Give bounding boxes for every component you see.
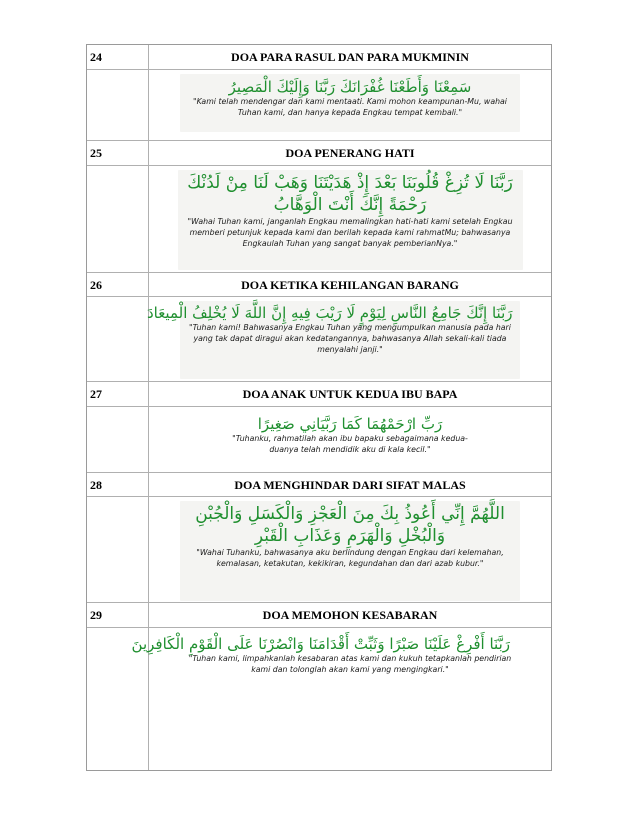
row-title: DOA KETIKA KEHILANGAN BARANG bbox=[241, 278, 459, 292]
arabic-text: رَبَّنَا لَا تُزِغْ قُلُوبَنَا بَعْدَ إِذْ هَدَيْتَنَا وَهَبْ لَنَا مِنْ لَدُنْكَ رَحْمَةً إِنَّكَ أَنْتَ الْوَهَّابُ bbox=[187, 173, 513, 215]
row-title: DOA PENERANG HATI bbox=[285, 146, 415, 160]
table-row-body bbox=[87, 407, 551, 473]
row-title: DOA ANAK UNTUK KEDUA IBU BAPA bbox=[242, 387, 458, 401]
table-row-header bbox=[87, 45, 551, 70]
arabic-text: سَمِعْنَا وَأَطَعْنَا غُفْرَانَكَ رَبَّنَا وَإِلَيْكَ الْمَصِيرُ bbox=[228, 78, 472, 96]
table-row-header bbox=[87, 382, 551, 407]
row-number: 27 bbox=[87, 382, 149, 406]
row-number: 26 bbox=[87, 273, 149, 296]
arabic-text: رَبَّنَا أَفْرِغْ عَلَيْنَا صَبْرًا وَثَبِّتْ أَقْدَامَنَا وَانْصُرْنَا عَلَى الْقَوْمِ الْكَافِرِينَ bbox=[131, 635, 510, 653]
row-number: 24 bbox=[87, 45, 149, 69]
table-row-header bbox=[87, 603, 551, 628]
row-title: DOA PARA RASUL DAN PARA MUKMININ bbox=[231, 50, 469, 64]
doa-image bbox=[131, 632, 518, 690]
row-number: 28 bbox=[87, 473, 149, 496]
table-row-body bbox=[87, 70, 551, 141]
table-row-body bbox=[87, 297, 551, 382]
translation-text: "Kami telah mendengar dan kami mentaati. Kami mohon keampunan-Mu, wahai Tuhan kami, dan hanya kepada Engkau tempat kembali." bbox=[193, 97, 507, 117]
translation-text: "Tuhan kami, limpahkanlah kesabaran atas kami dan kukuh tetapkanlah pendirian kami dan tolonglah akan kami yang mengingkari." bbox=[188, 654, 512, 674]
translation-text: "Wahai Tuhan kami, janganlah Engkau memalingkan hati-hati kami setelah Engkau memberi petunjuk kepada kami dan berilah kepada kami rahmatMu; bahwasanya Engkaulah Tuhan yang sangat banyak pemberianNya." bbox=[187, 217, 513, 248]
table-row-body bbox=[87, 497, 551, 603]
arabic-text: رَبِّ ارْحَمْهُمَا كَمَا رَبَّيَانِي صَغِيرًا bbox=[257, 415, 443, 433]
doa-image bbox=[180, 74, 520, 132]
doa-image bbox=[180, 501, 520, 601]
table-row-header bbox=[87, 473, 551, 497]
arabic-text: اللَّهُمَّ إِنِّي أَعُوذُ بِكَ مِنَ الْعَجْزِ وَالْكَسَلِ وَالْجُبْنِ وَالْبُخْلِ وَالْهَرَمِ وَعَذَابِ الْقَبْرِ bbox=[195, 504, 505, 546]
doa-image bbox=[220, 411, 480, 467]
table-row-body bbox=[87, 628, 551, 770]
table-row-header bbox=[87, 273, 551, 297]
table-row-header bbox=[87, 141, 551, 166]
row-number: 29 bbox=[87, 603, 149, 627]
arabic-text: رَبَّنَا إِنَّكَ جَامِعُ النَّاسِ لِيَوْمٍ لَا رَيْبَ فِيهِ إِنَّ اللَّهَ لَا يُخْلِفُ الْمِيعَادَ bbox=[146, 304, 513, 322]
table-row-body bbox=[87, 166, 551, 273]
translation-text: "Tuhan kami! Bahwasanya Engkau Tuhan yang mengumpulkan manusia pada hari yang tak dapat diragui akan kedatangannya, bahwasanya Allah sekali-kali tiada menyalahi janji." bbox=[189, 323, 511, 354]
row-number: 25 bbox=[87, 141, 149, 165]
translation-text: "Tuhanku, rahmatilah akan ibu bapaku sebagaimana kedua-duanya telah mendidik aku di kala kecil." bbox=[232, 434, 468, 454]
doa-image bbox=[178, 170, 523, 270]
translation-text: "Wahai Tuhanku, bahwasanya aku berlindung dengan Engkau dari kelemahan, kemalasan, ketakutan, kekikiran, kegundahan dan dari azab kubur." bbox=[196, 548, 504, 568]
doa-image bbox=[146, 301, 520, 379]
doa-table bbox=[86, 44, 552, 771]
row-title: DOA MEMOHON KESABARAN bbox=[262, 608, 438, 622]
row-title: DOA MENGHINDAR DARI SIFAT MALAS bbox=[234, 478, 466, 492]
